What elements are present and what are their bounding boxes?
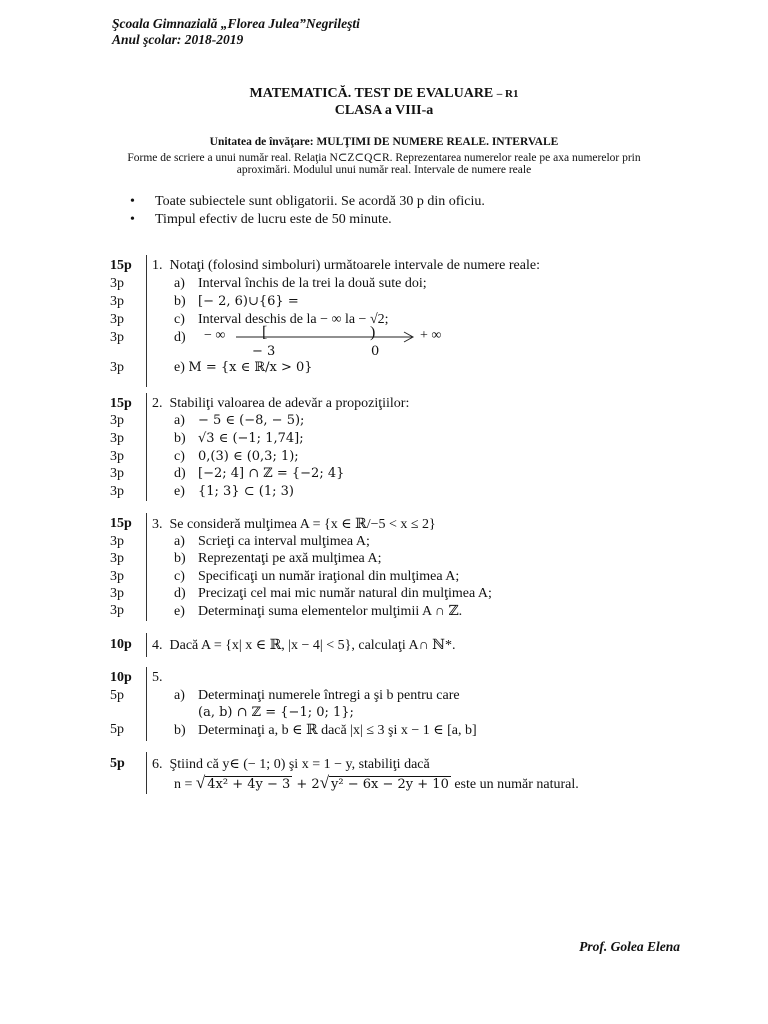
axis-tick-left: − 3	[252, 344, 276, 359]
q3-text: 3. Se consideră mulţimea A = {x ∈ ℝ/−5 < x ≤ 2}	[152, 517, 436, 532]
q3a-item: a) Scrieţi ca interval mulţimea A;	[174, 534, 370, 549]
school-year: Anul şcolar: 2018-2019	[112, 32, 244, 47]
q1a-points: 3p	[110, 276, 124, 291]
unit-desc-2: aproximări. Modulul unui număr real. Intervale de numere reale	[236, 164, 532, 176]
q6-points: 5p	[110, 756, 125, 771]
q5-points: 10p	[110, 670, 132, 685]
q5-separator	[146, 667, 147, 741]
q1c-points: 3p	[110, 312, 124, 327]
axis-right-label: + ∞	[420, 328, 442, 343]
class-title: CLASA a VIII-a	[334, 103, 434, 118]
q1-points: 15p	[110, 258, 132, 273]
q5b-points: 5p	[110, 722, 124, 737]
q5a-item: a) Determinaţi numerele întregi a şi b pentru care	[174, 688, 460, 703]
unit-desc-1: Forme de scriere a unui număr real. Relaţia N⊂Z⊂Q⊂R. Reprezentarea numerelor reale pe axa numerelor prin	[127, 152, 641, 164]
q2a-points: 3p	[110, 413, 124, 428]
q1e-points: 3p	[110, 360, 124, 375]
radicand-1: 4x² + 4y − 3	[207, 777, 291, 792]
q1-separator	[146, 255, 147, 387]
q3c-points: 3p	[110, 569, 124, 584]
q3d-points: 3p	[110, 586, 124, 601]
q5b-item: b) Determinaţi a, b ∈ ℝ dacă |x| ≤ 3 şi x − 1 ∈ [a, b]	[174, 723, 477, 738]
q2a-item: a) − 5 ∈ (−8, − 5);	[174, 413, 305, 428]
teacher-signature: Prof. Golea Elena	[579, 939, 680, 954]
q2b-points: 3p	[110, 431, 124, 446]
q3a-points: 3p	[110, 534, 124, 549]
q3b-points: 3p	[110, 551, 124, 566]
q1d-item: d)	[174, 330, 186, 345]
q3b-item: b) Reprezentaţi pe axă mulţimea A;	[174, 551, 382, 566]
radicand-2: y² − 6x − 2y + 10	[331, 777, 449, 792]
q1-text: 1. Notaţi (folosind simboluri) următoarele intervale de numere reale:	[152, 258, 540, 273]
q1b-points: 3p	[110, 294, 124, 309]
q4-points: 10p	[110, 637, 132, 652]
q4-separator	[146, 633, 147, 657]
unit-label: Unitatea de învăţare: MULŢIMI DE NUMERE REALE. INTERVALE	[209, 136, 559, 148]
q2c-points: 3p	[110, 449, 124, 464]
q1d-points: 3p	[110, 330, 124, 345]
q1c-item: c) Interval deschis de la − ∞ la − √2;	[174, 312, 389, 327]
q3-separator	[146, 513, 147, 621]
axis-left-label: − ∞	[204, 328, 226, 343]
q2-points: 15p	[110, 396, 132, 411]
q2e-item: e) {1; 3} ⊂ (1; 3)	[174, 484, 294, 499]
q2d-item: d) [−2; 4] ∩ ℤ = {−2; 4}	[174, 466, 345, 481]
q6-separator	[146, 752, 147, 794]
q1e-item: e) M = {x ∈ ℝ/x > 0}	[174, 360, 313, 375]
test-title: MATEMATICĂ. TEST DE EVALUARE – R1	[249, 86, 519, 101]
axis-bracket-right: )	[370, 324, 376, 341]
q2d-points: 3p	[110, 466, 124, 481]
q1a-item: a) Interval închis de la trei la două sute doi;	[174, 276, 427, 291]
q1b-item: b) [− 2, 6)∪{6} =	[174, 294, 299, 309]
q5a-points: 5p	[110, 688, 124, 703]
q4-text: 4. Dacă A = {x| x ∈ ℝ, |x − 4| < 5}, calculaţi A∩ ℕ*.	[152, 638, 456, 653]
q2c-item: c) 0,(3) ∈ (0,3; 1);	[174, 449, 299, 464]
q2-text: 2. Stabiliţi valoarea de adevăr a propoziţiilor:	[152, 396, 410, 411]
q6-formula: n = √ 4x² + 4y − 3 + 2√ y² − 6x − 2y + 10 este un număr natural.	[174, 773, 579, 792]
q3e-points: 3p	[110, 603, 124, 618]
q5a-continuation: (a, b) ∩ ℤ = {−1; 0; 1};	[198, 705, 354, 720]
school-name: Şcoala Gimnazială „Florea Julea”Negrileşti	[112, 16, 360, 31]
q5-number: 5.	[152, 670, 163, 685]
q3d-item: d) Precizaţi cel mai mic număr natural din mulţimea A;	[174, 586, 492, 601]
q6-text: 6. Ştiind că y∈ (− 1; 0) şi x = 1 − y, stabiliţi dacă	[152, 757, 430, 772]
q3e-item: e) Determinaţi suma elementelor mulţimii A ∩ ℤ.	[174, 604, 463, 619]
q2b-item: b) √3 ∈ (−1; 1,74];	[174, 431, 304, 446]
q2e-points: 3p	[110, 484, 124, 499]
q2-separator	[146, 393, 147, 501]
axis-tick-right: 0	[371, 344, 380, 359]
axis-bracket-left: [	[262, 324, 268, 341]
q3-points: 15p	[110, 516, 132, 531]
q3c-item: c) Specificaţi un număr iraţional din mulţimea A;	[174, 569, 460, 584]
